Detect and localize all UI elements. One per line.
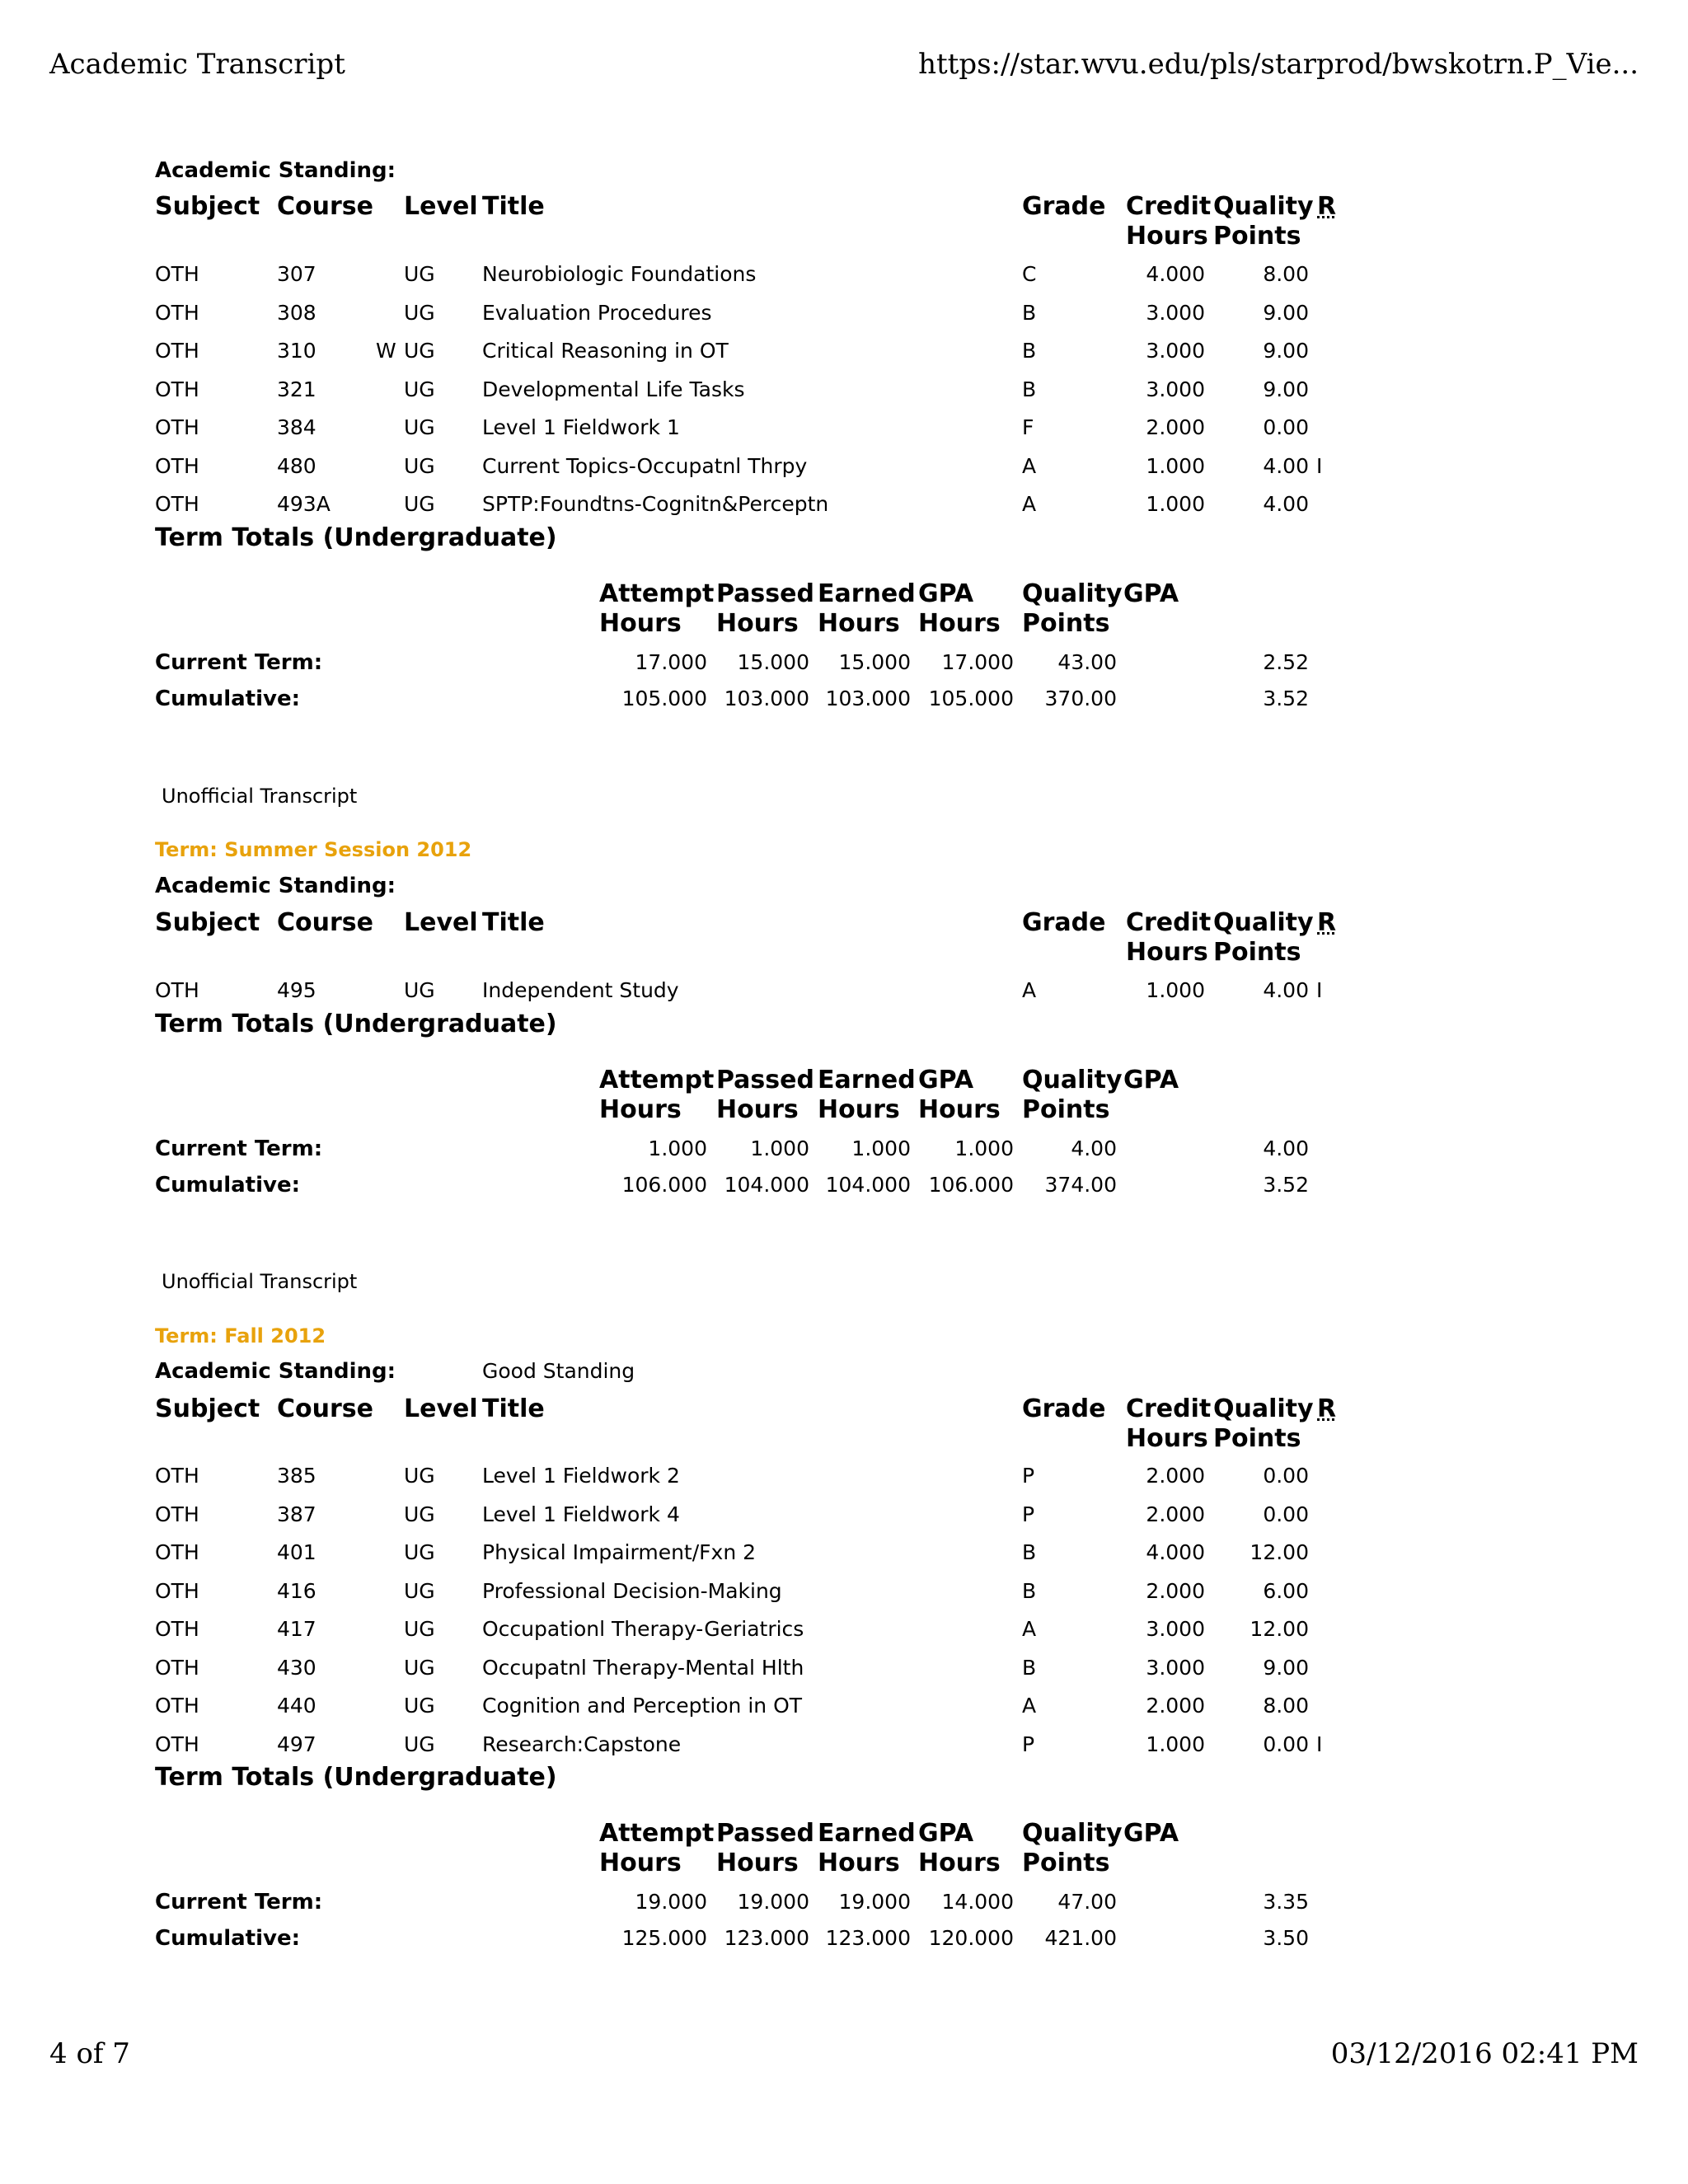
course-credit-hours: 1.000 bbox=[1146, 978, 1205, 1002]
course-level: UG bbox=[404, 1540, 435, 1564]
course-title: Cognition and Perception in OT bbox=[482, 1694, 803, 1718]
col-header-course: Course bbox=[277, 1394, 373, 1423]
course-r-flag: I bbox=[1316, 1732, 1323, 1756]
course-title: Developmental Life Tasks bbox=[482, 377, 745, 401]
col-header-credit: Credit bbox=[1126, 908, 1212, 937]
course-number: 480 bbox=[277, 453, 316, 478]
course-credit-hours: 2.000 bbox=[1146, 1578, 1205, 1603]
course-number: 385 bbox=[277, 1464, 316, 1488]
course-level: UG bbox=[404, 377, 435, 401]
print-datetime: 03/12/2016 02:41 PM bbox=[1330, 2037, 1639, 2070]
course-subject: OTH bbox=[155, 1502, 199, 1526]
col-header-quality: Quality bbox=[1213, 192, 1314, 221]
totals-header-quality: Quality bbox=[1022, 1819, 1123, 1848]
cumulative-earned-hours: 103.000 bbox=[825, 686, 911, 710]
course-credit-hours: 2.000 bbox=[1146, 1464, 1205, 1488]
course-quality-points: 9.00 bbox=[1263, 339, 1309, 363]
course-credit-hours: 3.000 bbox=[1146, 377, 1205, 401]
course-grade: B bbox=[1022, 1578, 1037, 1603]
course-subject: OTH bbox=[155, 1617, 199, 1641]
totals-header-passed-hours: Hours bbox=[716, 1094, 799, 1124]
col-header-title: Title bbox=[482, 908, 545, 937]
course-level: UG bbox=[404, 1617, 435, 1641]
cumulative-earned-hours: 104.000 bbox=[825, 1172, 911, 1197]
current-term-quality-points: 47.00 bbox=[1057, 1890, 1117, 1914]
current-term-quality-points: 4.00 bbox=[1071, 1136, 1117, 1160]
cumulative-attempt-hours: 106.000 bbox=[621, 1172, 707, 1197]
totals-header-quality-points: Points bbox=[1022, 608, 1110, 638]
course-subject: OTH bbox=[155, 339, 199, 363]
course-title: Level 1 Fieldwork 1 bbox=[482, 415, 680, 439]
term-totals-heading: Term Totals (Undergraduate) bbox=[155, 1009, 557, 1038]
page-title: Academic Transcript bbox=[49, 48, 345, 81]
term-totals-heading: Term Totals (Undergraduate) bbox=[155, 1763, 557, 1792]
course-title: Independent Study bbox=[482, 978, 679, 1002]
course-quality-points: 12.00 bbox=[1250, 1617, 1309, 1641]
course-credit-hours: 4.000 bbox=[1146, 1540, 1205, 1564]
course-grade: B bbox=[1022, 1655, 1037, 1680]
current-term-gpa: 3.35 bbox=[1263, 1890, 1309, 1914]
course-quality-points: 9.00 bbox=[1263, 1655, 1309, 1680]
course-title: Critical Reasoning in OT bbox=[482, 339, 729, 363]
cumulative-quality-points: 370.00 bbox=[1044, 686, 1117, 710]
current-term-attempt-hours: 17.000 bbox=[635, 649, 707, 674]
col-header-course: Course bbox=[277, 192, 373, 221]
course-level: UG bbox=[404, 1694, 435, 1718]
current-term-passed-hours: 19.000 bbox=[737, 1890, 809, 1914]
totals-header-earned-hours: Hours bbox=[818, 608, 900, 638]
unofficial-transcript-note: Unofficial Transcript bbox=[162, 1270, 358, 1293]
course-subject: OTH bbox=[155, 1540, 199, 1564]
cumulative-attempt-hours: 125.000 bbox=[621, 1926, 707, 1950]
cumulative-gpa: 3.52 bbox=[1263, 686, 1309, 710]
col-header-level: Level bbox=[404, 908, 478, 937]
totals-header-quality-points: Points bbox=[1022, 1849, 1110, 1877]
current-term-attempt-hours: 1.000 bbox=[648, 1136, 707, 1160]
course-number: 384 bbox=[277, 415, 316, 439]
course-number: 417 bbox=[277, 1617, 316, 1641]
cumulative-gpa-hours: 105.000 bbox=[928, 686, 1014, 710]
totals-header-quality: Quality bbox=[1022, 579, 1123, 608]
course-quality-points: 12.00 bbox=[1250, 1540, 1309, 1564]
course-number: 310 bbox=[277, 339, 316, 363]
course-r-flag: I bbox=[1316, 978, 1323, 1002]
col-header-credit: Credit bbox=[1126, 1394, 1212, 1423]
cumulative-gpa: 3.50 bbox=[1263, 1926, 1309, 1950]
totals-header-gpa-hours: Hours bbox=[918, 1849, 1001, 1877]
course-level: UG bbox=[404, 1732, 435, 1756]
current-term-earned-hours: 15.000 bbox=[838, 649, 911, 674]
current-term-gpa: 4.00 bbox=[1263, 1136, 1309, 1160]
cumulative-passed-hours: 123.000 bbox=[724, 1926, 809, 1950]
term-totals-heading: Term Totals (Undergraduate) bbox=[155, 523, 557, 552]
totals-header-gpa-hours: Hours bbox=[918, 608, 1001, 638]
course-title: Current Topics-Occupatnl Thrpy bbox=[482, 453, 808, 478]
col-header-title: Title bbox=[482, 192, 545, 221]
course-subject: OTH bbox=[155, 262, 199, 286]
totals-header-attempt: Attempt bbox=[599, 1065, 715, 1094]
totals-header-gpa: GPA bbox=[918, 1065, 974, 1094]
course-grade: A bbox=[1022, 453, 1037, 478]
cumulative-gpa-hours: 120.000 bbox=[928, 1926, 1014, 1950]
col-header-r: R bbox=[1317, 908, 1337, 937]
totals-header-passed: Passed bbox=[716, 1819, 814, 1848]
current-term-attempt-hours: 19.000 bbox=[635, 1890, 707, 1914]
course-level: UG bbox=[404, 1502, 435, 1526]
totals-header-gpa: GPA bbox=[918, 579, 974, 608]
unofficial-transcript-note: Unofficial Transcript bbox=[162, 785, 358, 808]
course-subject: OTH bbox=[155, 1655, 199, 1680]
course-level: UG bbox=[404, 339, 435, 363]
col-header-quality-points: Points bbox=[1213, 1424, 1301, 1453]
course-title: Professional Decision-Making bbox=[482, 1578, 782, 1603]
academic-standing-label: Academic Standing: bbox=[155, 158, 396, 183]
col-header-title: Title bbox=[482, 1394, 545, 1423]
totals-header-earned-hours: Hours bbox=[818, 1094, 900, 1124]
current-term-label: Current Term: bbox=[155, 1136, 323, 1161]
totals-header-earned: Earned bbox=[818, 1819, 916, 1848]
cumulative-earned-hours: 123.000 bbox=[825, 1926, 911, 1950]
course-quality-points: 4.00 bbox=[1263, 453, 1309, 478]
term-heading: Term: Summer Session 2012 bbox=[155, 838, 472, 861]
course-level: UG bbox=[404, 453, 435, 478]
course-level: UG bbox=[404, 1464, 435, 1488]
course-level: UG bbox=[404, 978, 435, 1002]
totals-header-quality-points: Points bbox=[1022, 1094, 1110, 1124]
cumulative-gpa-hours: 106.000 bbox=[928, 1172, 1014, 1197]
course-quality-points: 9.00 bbox=[1263, 377, 1309, 401]
current-term-gpa: 2.52 bbox=[1263, 649, 1309, 674]
course-credit-hours: 3.000 bbox=[1146, 339, 1205, 363]
course-credit-hours: 2.000 bbox=[1146, 1694, 1205, 1718]
course-subject: OTH bbox=[155, 1732, 199, 1756]
course-number: 307 bbox=[277, 262, 316, 286]
col-header-subject: Subject bbox=[155, 908, 260, 937]
current-term-label: Current Term: bbox=[155, 1890, 323, 1915]
cumulative-quality-points: 374.00 bbox=[1044, 1172, 1117, 1197]
course-number: 387 bbox=[277, 1502, 316, 1526]
term-heading: Term: Fall 2012 bbox=[155, 1324, 326, 1347]
course-grade: F bbox=[1022, 415, 1034, 439]
course-title: Occupatnl Therapy-Mental Hlth bbox=[482, 1655, 804, 1680]
course-grade: A bbox=[1022, 1617, 1037, 1641]
col-header-level: Level bbox=[404, 192, 478, 221]
course-credit-hours: 3.000 bbox=[1146, 1655, 1205, 1680]
course-quality-points: 8.00 bbox=[1263, 262, 1309, 286]
col-header-quality-points: Points bbox=[1213, 222, 1301, 251]
totals-header-gpa-value: GPA bbox=[1123, 1065, 1179, 1094]
col-header-grade: Grade bbox=[1022, 908, 1106, 937]
course-quality-points: 4.00 bbox=[1263, 492, 1309, 516]
course-level: UG bbox=[404, 262, 435, 286]
course-subject: OTH bbox=[155, 492, 199, 516]
course-grade: P bbox=[1022, 1732, 1035, 1756]
col-header-credit: Credit bbox=[1126, 192, 1212, 221]
course-credit-hours: 1.000 bbox=[1146, 1732, 1205, 1756]
course-grade: C bbox=[1022, 262, 1037, 286]
course-credit-hours: 2.000 bbox=[1146, 415, 1205, 439]
course-number: 495 bbox=[277, 978, 316, 1002]
cumulative-passed-hours: 104.000 bbox=[724, 1172, 809, 1197]
totals-header-earned-hours: Hours bbox=[818, 1849, 900, 1877]
course-level: UG bbox=[404, 1655, 435, 1680]
course-title: Research:Capstone bbox=[482, 1732, 682, 1756]
course-flag: W bbox=[376, 339, 396, 363]
course-number: 308 bbox=[277, 300, 316, 325]
cumulative-label: Cumulative: bbox=[155, 686, 300, 711]
course-number: 321 bbox=[277, 377, 316, 401]
current-term-label: Current Term: bbox=[155, 649, 323, 675]
course-grade: B bbox=[1022, 1540, 1037, 1564]
course-subject: OTH bbox=[155, 978, 199, 1002]
course-grade: P bbox=[1022, 1464, 1035, 1488]
course-credit-hours: 3.000 bbox=[1146, 300, 1205, 325]
course-title: Occupationl Therapy-Geriatrics bbox=[482, 1617, 804, 1641]
course-credit-hours: 1.000 bbox=[1146, 492, 1205, 516]
totals-header-attempt-hours: Hours bbox=[599, 608, 682, 638]
course-number: 497 bbox=[277, 1732, 316, 1756]
course-subject: OTH bbox=[155, 1578, 199, 1603]
cumulative-label: Cumulative: bbox=[155, 1926, 300, 1951]
course-number: 493A bbox=[277, 492, 331, 516]
cumulative-label: Cumulative: bbox=[155, 1172, 300, 1197]
course-subject: OTH bbox=[155, 453, 199, 478]
course-level: UG bbox=[404, 492, 435, 516]
course-quality-points: 0.00 bbox=[1263, 1464, 1309, 1488]
col-header-credit-hours: Hours bbox=[1126, 1424, 1208, 1453]
col-header-quality: Quality bbox=[1213, 908, 1314, 937]
course-title: Physical Impairment/Fxn 2 bbox=[482, 1540, 757, 1564]
current-term-gpa-hours: 14.000 bbox=[941, 1890, 1014, 1914]
course-quality-points: 8.00 bbox=[1263, 1694, 1309, 1718]
totals-header-gpa: GPA bbox=[918, 1819, 974, 1848]
course-level: UG bbox=[404, 300, 435, 325]
current-term-passed-hours: 15.000 bbox=[737, 649, 809, 674]
totals-header-attempt-hours: Hours bbox=[599, 1849, 682, 1877]
course-quality-points: 4.00 bbox=[1263, 978, 1309, 1002]
cumulative-quality-points: 421.00 bbox=[1044, 1926, 1117, 1950]
course-credit-hours: 1.000 bbox=[1146, 453, 1205, 478]
totals-header-gpa-value: GPA bbox=[1123, 1819, 1179, 1848]
totals-header-attempt: Attempt bbox=[599, 579, 715, 608]
col-header-quality-points: Points bbox=[1213, 938, 1301, 967]
course-subject: OTH bbox=[155, 300, 199, 325]
current-term-quality-points: 43.00 bbox=[1057, 649, 1117, 674]
col-header-r: R bbox=[1317, 192, 1337, 221]
totals-header-passed: Passed bbox=[716, 1065, 814, 1094]
col-header-r: R bbox=[1317, 1394, 1337, 1423]
course-title: Evaluation Procedures bbox=[482, 300, 712, 325]
course-grade: B bbox=[1022, 300, 1037, 325]
course-number: 401 bbox=[277, 1540, 316, 1564]
current-term-gpa-hours: 1.000 bbox=[954, 1136, 1014, 1160]
course-subject: OTH bbox=[155, 1464, 199, 1488]
cumulative-attempt-hours: 105.000 bbox=[621, 686, 707, 710]
academic-standing-label: Academic Standing: bbox=[155, 1359, 396, 1384]
current-term-passed-hours: 1.000 bbox=[750, 1136, 809, 1160]
course-subject: OTH bbox=[155, 377, 199, 401]
col-header-level: Level bbox=[404, 1394, 478, 1423]
course-title: Level 1 Fieldwork 4 bbox=[482, 1502, 680, 1526]
academic-standing-label: Academic Standing: bbox=[155, 874, 396, 898]
course-level: UG bbox=[404, 415, 435, 439]
cumulative-gpa: 3.52 bbox=[1263, 1172, 1309, 1197]
page-number: 4 of 7 bbox=[49, 2037, 130, 2070]
current-term-earned-hours: 1.000 bbox=[851, 1136, 911, 1160]
course-grade: A bbox=[1022, 492, 1037, 516]
course-level: UG bbox=[404, 1578, 435, 1603]
course-grade: B bbox=[1022, 377, 1037, 401]
course-quality-points: 6.00 bbox=[1263, 1578, 1309, 1603]
col-header-grade: Grade bbox=[1022, 1394, 1106, 1423]
totals-header-passed: Passed bbox=[716, 579, 814, 608]
col-header-subject: Subject bbox=[155, 1394, 260, 1423]
totals-header-passed-hours: Hours bbox=[716, 608, 799, 638]
totals-header-earned: Earned bbox=[818, 579, 916, 608]
course-credit-hours: 3.000 bbox=[1146, 1617, 1205, 1641]
course-number: 416 bbox=[277, 1578, 316, 1603]
col-header-credit-hours: Hours bbox=[1126, 222, 1208, 251]
course-quality-points: 0.00 bbox=[1263, 415, 1309, 439]
course-title: SPTP:Foundtns-Cognitn&Perceptn bbox=[482, 492, 829, 516]
totals-header-earned: Earned bbox=[818, 1065, 916, 1094]
course-grade: A bbox=[1022, 978, 1037, 1002]
course-quality-points: 0.00 bbox=[1263, 1732, 1309, 1756]
course-subject: OTH bbox=[155, 1694, 199, 1718]
course-subject: OTH bbox=[155, 415, 199, 439]
course-title: Level 1 Fieldwork 2 bbox=[482, 1464, 680, 1488]
col-header-subject: Subject bbox=[155, 192, 260, 221]
col-header-course: Course bbox=[277, 908, 373, 937]
academic-standing-value: Good Standing bbox=[482, 1359, 635, 1383]
course-grade: P bbox=[1022, 1502, 1035, 1526]
totals-header-gpa-hours: Hours bbox=[918, 1094, 1001, 1124]
col-header-quality: Quality bbox=[1213, 1394, 1314, 1423]
course-grade: B bbox=[1022, 339, 1037, 363]
course-number: 430 bbox=[277, 1655, 316, 1680]
course-credit-hours: 4.000 bbox=[1146, 262, 1205, 286]
totals-header-attempt-hours: Hours bbox=[599, 1094, 682, 1124]
col-header-credit-hours: Hours bbox=[1126, 938, 1208, 967]
course-quality-points: 0.00 bbox=[1263, 1502, 1309, 1526]
course-grade: A bbox=[1022, 1694, 1037, 1718]
course-r-flag: I bbox=[1316, 453, 1323, 478]
totals-header-quality: Quality bbox=[1022, 1065, 1123, 1094]
course-quality-points: 9.00 bbox=[1263, 300, 1309, 325]
page-url: https://star.wvu.edu/pls/starprod/bwskotrn.P_Vie... bbox=[918, 48, 1639, 81]
cumulative-passed-hours: 103.000 bbox=[724, 686, 809, 710]
totals-header-passed-hours: Hours bbox=[716, 1849, 799, 1877]
current-term-gpa-hours: 17.000 bbox=[941, 649, 1014, 674]
course-number: 440 bbox=[277, 1694, 316, 1718]
course-title: Neurobiologic Foundations bbox=[482, 262, 757, 286]
course-credit-hours: 2.000 bbox=[1146, 1502, 1205, 1526]
totals-header-gpa-value: GPA bbox=[1123, 579, 1179, 608]
col-header-grade: Grade bbox=[1022, 192, 1106, 221]
current-term-earned-hours: 19.000 bbox=[838, 1890, 911, 1914]
totals-header-attempt: Attempt bbox=[599, 1819, 715, 1848]
